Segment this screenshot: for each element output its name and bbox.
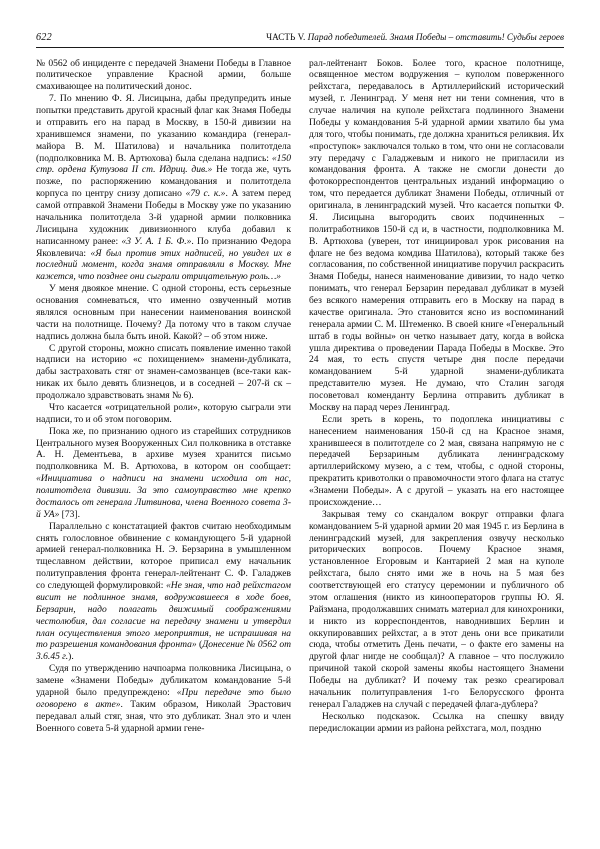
body-text: 7. По мнению Ф. Я. Лисицына, дабы предупредить иные попытки представить другой красный флаг как Знамя Победы и отправить его на парад в Москву, в 150-й дивизии на хранившемся знамени, по указанию командира (генерал-майора В. М. Шатилова) и начальника политотдела (подполковника М. В. Артюхова) была сделана надпись: [36, 93, 291, 164]
body-text: № 0562 об инциденте с передачей Знамени Победы в Главное политическое управление Красной армии, больше смахивающее на политический донос. [36, 57, 291, 93]
paragraph [36, 402, 291, 426]
running-head-part: ЧАСТЬ V. [266, 32, 306, 42]
body-text: Что касается «отрицательной роли», которую сыграли эти надписи, то и об этом поговорим. [36, 401, 291, 425]
column-left [36, 58, 291, 735]
body-text: . Таким образом, Николай Эрастович передавал алый стяг, зная, что это дубликат. Знал это и член Военного совета 5-й ударной армии гене- [36, 698, 291, 734]
paragraph [36, 58, 291, 94]
paragraph [36, 343, 291, 402]
quoted-text: «3 У. А. 1 Б. Ф.» [121, 235, 192, 247]
paragraph [309, 58, 564, 414]
paragraph [36, 426, 291, 521]
paragraph [36, 521, 291, 664]
quoted-text: «Я был против этих надписей, но увидел их в последний момент, когда знамя отправляли в Москву. Мне кажется, что позднее они сыграли отрицательную роль…» [36, 247, 292, 283]
body-text: У меня двоякое мнение. С одной стороны, есть серьезные основания сомневаться, что именно озвученный мотив являлся основным при нанесении наименования воинской части на полотнище. Почему? Да потому что в таком случае надпись должна была быть иной. Какой? – об этом ниже. [36, 283, 291, 342]
body-text: ( [196, 639, 203, 651]
paragraph [36, 93, 291, 283]
paragraph [309, 414, 564, 509]
quoted-text: «При передаче это было оговорено в акте» [36, 686, 291, 710]
paragraph [309, 509, 564, 711]
running-head-subtitle: Парад победителей. Знамя Победы – отставить! Судьбы героев [307, 32, 564, 42]
quoted-text: «Не зная, что над рейхстагом висит не подлинное знамя, водружавшееся в ходе боев, Берзарин, надо полагать движимый соображениями честолюбия, дал согласие на передачу знамени и утвердил план осуществления этого мероприятия, не испрашивая на то разрешения командования фронта» [36, 580, 291, 651]
body-text: Судя по утверждению начпоарма полковника Лисицына, о замене «Знамени Победы» дубликатом командование 5-й ударной было предупреждено: [36, 663, 291, 698]
quoted-text: «150 стр. ордена Кутузова II ст. Идриц. див.» [36, 152, 291, 176]
page-number: 622 [36, 32, 52, 43]
body-text: Если зреть в корень, то подоплека инициативы с нанесением наименования 150-й сд на Красное знамя, хранившееся в политотделе со 2 мая, связана напрямую не с передачей Берзариным дубликата ленинградскому артиллерийскому музею, а с тем, чтобы, с одной стороны, прекратить кривотолки о правомочности этого флага на статус «Знамени Победы». А с другой – указать на его настоящее происхождение… [309, 413, 564, 508]
body-text: Параллельно с констатацией фактов считаю необходимым снять голословное обвинение с командующего 5-й ударной армией генерал-полковника Н. Э. Берзарина в умышленном тщеславном действии, которое приписал ему начальник политуправления фронта генерал-лейтенант С. Ф. Галаджев со следующей формулировкой: [36, 520, 291, 591]
body-text: . По признанию Федора Яковлевича: [36, 235, 291, 259]
body-text: ). [68, 651, 74, 663]
running-head [36, 31, 564, 48]
body-text: Пока же, по признанию одного из старейших сотрудников Центрального музея Вооруженных Сил полковника в отставке А. Н. Дементьева, в архиве музея хранится письмо подполковника М. В. Артюхова, в котором он сообщает: [36, 425, 291, 473]
body-text: Несколько подсказок. Ссылка на спешку ввиду передислокации армии из района рейхстага, мол, поздню [309, 710, 564, 734]
body-text: Закрывая тему со скандалом вокруг отправки флага командованием 5-й ударной армии 20 мая 1945 г. из Берлина в ленинградский музей, для закрепления озвучу несколько риторических вопросов. Почему Красное знамя, установленное Егоровым и Кантарией 2 мая на куполе рейхстага, было снято ими же в ночь на 5 мая без соответствующей его статусу церемонии и публичного об этом оглашения (никто из кинооператоров группы Ю. Я. Райзмана, продолжавших снимать материал для кинохроники, и никто из корреспондентов, наводнивших Берлин и оккупировавших рейхстаг, а в этот день они все прикатили сюда, чтобы отметить День печати, – о факте его замены на другой флаг нигде не сообщал)? А главное – что послужило причиной такой скорой замены якобы настоящего Знамени Победы на дубликат? И почему так резко среагировал начальник политуправления 1-го Белорусского фронта генерал Галаджев на случай с передачей флага-дублера? [309, 508, 564, 710]
column-right [309, 58, 564, 735]
body-text: [73]. [59, 508, 80, 520]
running-head-title [52, 31, 564, 43]
body-text: . А затем перед самой отправкой Знамени Победы в Москву уже по указанию начальника политотдела 3-й ударной армии полковника Лисицына художник дивизионного клуба добавил к написанному ранее: [36, 188, 291, 247]
two-column-body [36, 58, 564, 735]
quoted-text: «Инициатива о надписи на знамени исходила от нас, политотдела дивизии. За это самоуправство мне крепко досталось от генерала Литвинова, члена Военного совета 3-й УА» [36, 473, 291, 520]
quoted-text: «79 с. к.» [185, 188, 226, 200]
paragraph [36, 283, 291, 342]
paragraph [36, 663, 291, 734]
body-text: Не тогда же, чуть позже, по распоряжению командования и политотдела корпуса по центру снизу дописано [36, 164, 291, 200]
quoted-text: Донесение № 0562 от 3.6.45 г. [36, 639, 291, 663]
body-text: С другой стороны, можно списать появление именно такой надписи на историю «с похищением» знамени-дубликата, дабы застраховать стяг от знамен-самозванцев (все-таки как-никак их было девять близнецов, и в соседней – 207-й ск – продолжало здравствовать знамя № 6). [36, 342, 291, 401]
body-text: рал-лейтенант Боков. Более того, красное полотнище, освященное местом водружения – куполом поверженного рейхстага, передавалось в Артиллерийский исторический музей, г. Ленинград. У меня нет ни тени сомнения, что в случае наличия на куполе рейхстага подлинного Знамени Победы у командования 5-й ударной армии хватило бы ума для того, чтобы понимать, где должна храниться реликвия. Их «проступок» заключался только в том, что они не согласовали эту передачу с Галаджевым и никого не пригласили из командования фронта. А также не смогли донести до фотокорреспондентов центральных изданий информацию о том, что передается дубликат Знамени Победы, отличный от оригинала, в ленинградский музей. Что касается попытки Ф. Я. Лисицына выгородить своих подчиненных – политработников 150-й сд и, в частности, подполковника М. В. Артюхова (уверен, тот инициировал урок рисования на флаге не без ведома комдива Шатилова), который также без согласования, по собственной инициативе поручил раскрасить Знамя Победы, нанеся наименование дивизии, то надо четко понимать, что генерал Берзарин передавал дубликат в музей без всякого намерения отправить его в Москву на парад в качестве оригинала. Это становится ясно из воспоминаний генерала армии С. М. Штеменко. В своей книге «Генеральный штаб в годы войны» он четко называет дату, когда в войска ушла директива о проведении Парада Победы в Москве. Это 24 мая, то есть спустя четыре дня после передачи командованием 5-й ударной знамени-дубликата представителю музея. Не думаю, что Сталин загодя посоветовал коменданту Берлина отправить дубликат в Москву на парад через Ленинград. [309, 57, 564, 413]
paragraph [309, 711, 564, 735]
